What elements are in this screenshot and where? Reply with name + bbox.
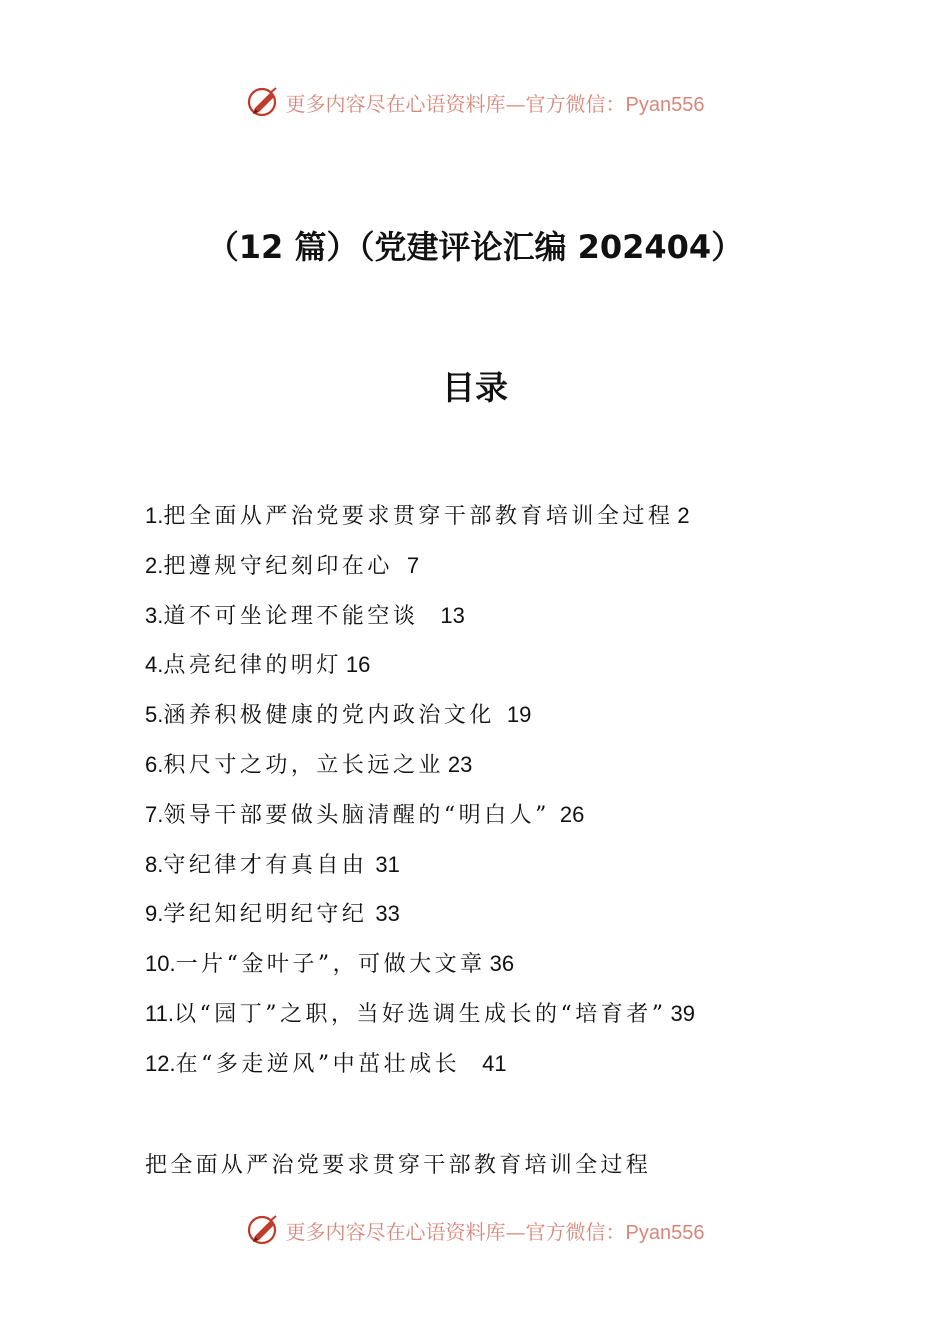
toc-item-number: 1. — [145, 503, 164, 528]
toc-item-number: 8. — [145, 851, 164, 877]
toc-item[interactable] — [145, 598, 845, 648]
toc-item-page: 19 — [506, 702, 532, 728]
toc-item[interactable] — [145, 498, 845, 548]
toc-item-title: 以“园丁”之职，当好选调生成长的“培育者” — [173, 1001, 667, 1027]
toc-item[interactable] — [145, 548, 845, 598]
toc-item[interactable] — [145, 747, 845, 797]
toc-item-number: 2. — [145, 552, 164, 578]
toc-item[interactable] — [145, 896, 845, 946]
toc-item[interactable] — [145, 1046, 845, 1096]
watermark-text: 更多内容尽在心语资料库—官方微信：Pyan556 — [285, 1219, 705, 1244]
toc-item-page: 39 — [670, 1000, 695, 1026]
table-of-contents — [145, 498, 845, 1096]
toc-item-title: 领导干部要做头脑清醒的“明白人” — [163, 802, 550, 828]
toc-item-page: 36 — [489, 951, 515, 977]
toc-item-number: 4. — [145, 652, 164, 678]
toc-item-title: 积尺寸之功，立长远之业 — [163, 752, 444, 778]
toc-item-title: 把全面从严治党要求贯穿干部教育培训全过程 — [163, 504, 674, 529]
watermark-wechat-id: Pyan556 — [625, 93, 705, 116]
toc-item-page: 31 — [375, 851, 400, 877]
watermark-text: 更多内容尽在心语资料库—官方微信：Pyan556 — [285, 91, 705, 116]
toc-item[interactable] — [145, 647, 845, 697]
toc-item-page: 41 — [482, 1050, 507, 1076]
toc-item-number: 3. — [145, 602, 164, 628]
toc-item-page: 26 — [559, 801, 585, 827]
toc-item-title: 涵养积极健康的党内政治文化 — [163, 703, 495, 729]
toc-item-number: 9. — [145, 901, 164, 927]
toc-item[interactable] — [145, 946, 845, 996]
toc-item-page: 2 — [677, 503, 690, 528]
toc-item[interactable] — [145, 996, 845, 1046]
toc-item-title: 点亮纪律的明灯 — [163, 653, 342, 679]
toc-heading: 目录 — [442, 368, 508, 407]
watermark-footer — [0, 1210, 950, 1250]
toc-item-number: 12. — [145, 1050, 176, 1076]
toc-item-title: 道不可坐论理不能空谈 — [163, 603, 419, 629]
pen-logo-icon — [246, 1212, 282, 1248]
toc-item[interactable] — [145, 847, 845, 897]
toc-item-number: 10. — [145, 951, 176, 977]
watermark-wechat-id: Pyan556 — [625, 1221, 705, 1244]
toc-item-page: 13 — [440, 602, 465, 628]
watermark-header — [0, 82, 950, 122]
pen-logo-icon — [246, 84, 282, 120]
toc-item[interactable] — [145, 797, 845, 847]
toc-item-number: 6. — [145, 751, 164, 777]
toc-item-page: 33 — [375, 901, 400, 927]
toc-item-title: 在“多走逆风”中茁壮成长 — [175, 1051, 461, 1077]
document-title: （12 篇）（党建评论汇编 202404） — [206, 228, 744, 266]
toc-item-title: 守纪律才有真自由 — [163, 852, 368, 878]
toc-item-number: 7. — [145, 801, 164, 827]
first-section-title: 把全面从严治党要求贯穿干部教育培训全过程 — [145, 1153, 652, 1178]
toc-item-title: 学纪知纪明纪守纪 — [163, 902, 368, 928]
toc-item-page: 7 — [406, 552, 420, 578]
toc-item-page: 23 — [447, 751, 473, 777]
toc-item[interactable] — [145, 697, 845, 747]
toc-item-title: 一片“金叶子”，可做大文章 — [175, 952, 486, 978]
toc-item-title: 把遵规守纪刻印在心 — [163, 553, 393, 579]
toc-item-page: 16 — [345, 652, 371, 678]
toc-item-number: 11. — [145, 1000, 174, 1026]
toc-item-number: 5. — [145, 702, 164, 728]
